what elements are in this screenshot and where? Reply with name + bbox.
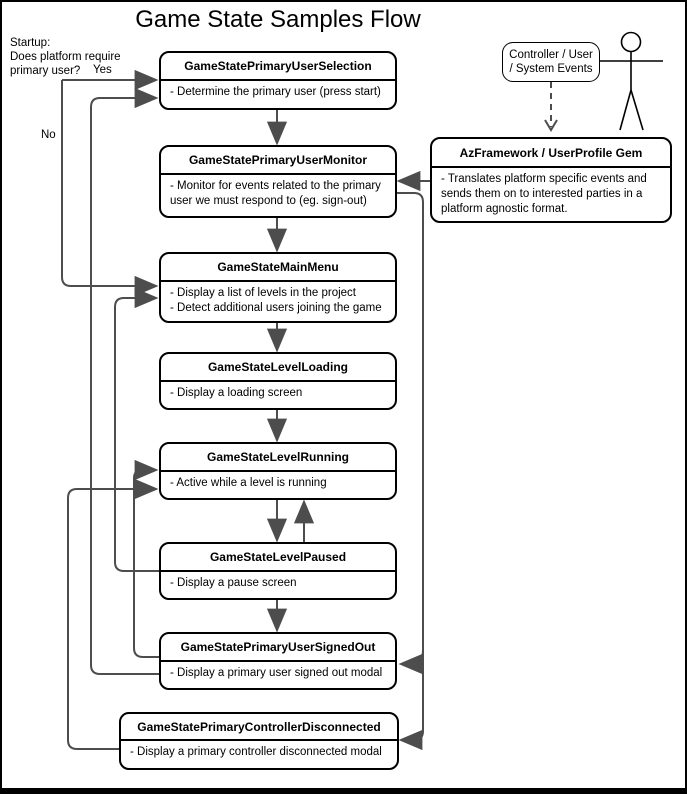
- state-box-primary-user-monitor: [159, 145, 397, 218]
- state-title: GameStatePrimaryUserSelection: [161, 53, 395, 81]
- startup-note-line: primary user?: [10, 65, 81, 77]
- state-body-line: - Display a primary controller disconnected modal: [130, 746, 382, 758]
- state-title: GameStateLevelPaused: [161, 544, 395, 572]
- edge-disconnected-to-running: [68, 489, 155, 749]
- state-body-line: - Active while a level is running: [170, 477, 327, 489]
- state-body-line: - Detect additional users joining the game: [170, 302, 382, 314]
- state-box-primary-user-signed-out: [159, 632, 397, 690]
- state-body-line: - Determine the primary user (press start): [170, 86, 381, 98]
- diagram-title: Game State Samples Flow: [135, 6, 421, 33]
- state-body: [161, 472, 395, 491]
- edge-paused-to-mainmenu: [115, 298, 159, 571]
- state-box-primary-user-selection: [159, 51, 397, 110]
- actor-stick-figure-icon: [600, 33, 663, 131]
- state-body: [161, 81, 395, 100]
- state-body-line: - Translates platform specific events and: [441, 173, 647, 185]
- edge-label-yes: Yes: [93, 64, 112, 76]
- state-body: [161, 382, 395, 401]
- events-box-line: Controller / User: [509, 49, 593, 61]
- state-box-level-paused: [159, 542, 397, 600]
- state-title: GameStatePrimaryControllerDisconnected: [121, 714, 397, 741]
- state-box-level-loading: [159, 352, 397, 410]
- state-body-line: - Display a primary user signed out modal: [170, 667, 383, 679]
- state-body-line: platform agnostic format.: [441, 203, 568, 215]
- state-box-main-menu: [159, 252, 397, 323]
- startup-note-line: Startup:: [10, 37, 51, 49]
- state-body-line: - Display a pause screen: [170, 577, 297, 589]
- state-body: [432, 168, 670, 217]
- state-title: GameStateMainMenu: [161, 254, 395, 282]
- state-box-level-running: [159, 442, 397, 500]
- box-azframework-userprofile-gem: [430, 137, 672, 223]
- edge-label-no: No: [41, 129, 56, 141]
- state-body-line: user we must respond to (eg. sign-out): [170, 195, 367, 207]
- box-controller-user-system-events: [502, 42, 600, 82]
- state-body-line: sends them on to interested parties in a: [441, 188, 643, 200]
- state-box-primary-controller-disconnected: [119, 712, 399, 770]
- state-title: GameStatePrimaryUserMonitor: [161, 147, 395, 175]
- state-body: [121, 741, 397, 760]
- edge-signedout-to-selection: [91, 98, 159, 674]
- state-body-line: - Monitor for events related to the primary: [170, 180, 381, 192]
- edge-monitor-to-disconnected: [397, 193, 423, 740]
- state-title: GameStateLevelLoading: [161, 354, 395, 382]
- edge-signedout-to-running: [134, 470, 159, 657]
- state-body: [161, 572, 395, 591]
- state-title: GameStatePrimaryUserSignedOut: [161, 634, 395, 662]
- edge-monitor-to-signedout: [402, 650, 423, 664]
- state-title: AzFramework / UserProfile Gem: [432, 139, 670, 168]
- events-box-line: / System Events: [509, 63, 593, 75]
- state-title: GameStateLevelRunning: [161, 444, 395, 472]
- state-body: [161, 282, 395, 316]
- edge-startup-no: [62, 80, 155, 286]
- edge-events-open-arrowhead: [545, 120, 557, 130]
- state-body-line: - Display a list of levels in the project: [170, 287, 356, 299]
- state-body-line: - Display a loading screen: [170, 387, 303, 399]
- startup-note-line: Does platform require: [10, 51, 121, 63]
- state-body: [161, 175, 395, 209]
- state-body: [161, 662, 395, 681]
